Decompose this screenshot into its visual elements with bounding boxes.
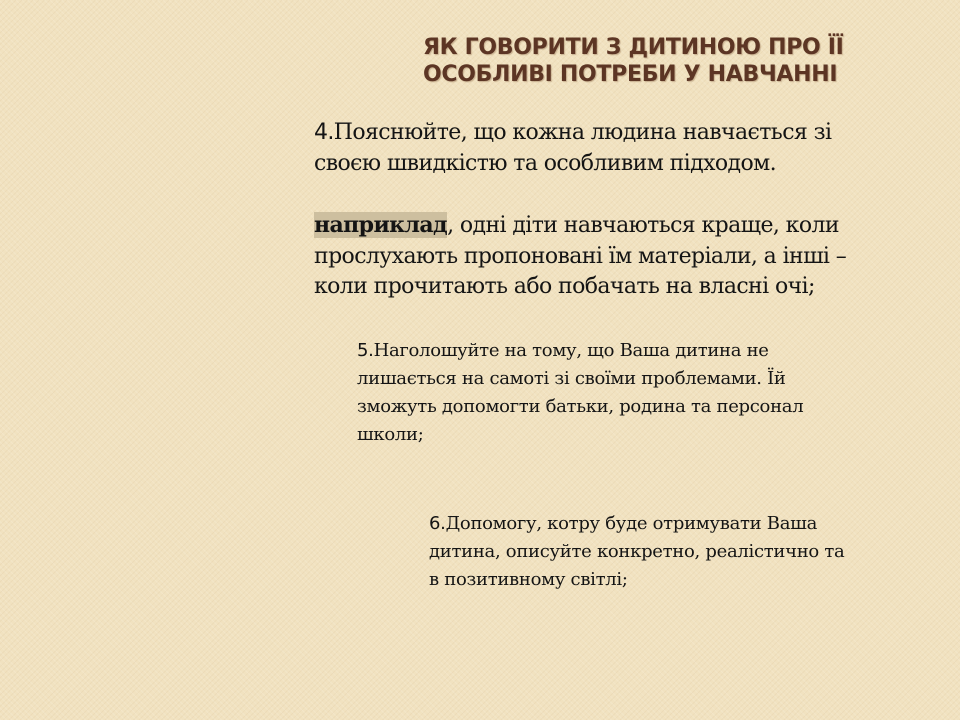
item-6-line-3: в позитивному світлі;	[429, 569, 628, 590]
item-5-block	[357, 337, 927, 449]
item-5-line-1-text: Наголошуйте на тому, що Ваша дитина не	[373, 340, 769, 361]
item-5-line-4: школи;	[357, 424, 424, 445]
item-4-spacer	[314, 179, 924, 210]
item-6-line-1	[429, 510, 939, 538]
item-6-number: 6.	[429, 513, 446, 534]
item-4-example-line-2: прослухають пропоновані їм матеріали, а інші –	[314, 243, 847, 269]
item-5-number: 5.	[357, 340, 374, 361]
item-5-line-2: лишається на самоті зі своїми проблемами. Їй	[357, 368, 786, 389]
item-4-line-1-text: Пояснюйте, що кожна людина навчається зі	[333, 120, 832, 145]
item-5-line-1	[357, 337, 927, 365]
item-6-block	[429, 510, 939, 594]
item-4-line-1	[314, 118, 924, 149]
title-line-2: ОСОБЛИВІ ПОТРЕБИ У НАВЧАННІ	[423, 62, 838, 87]
slide-title	[423, 34, 923, 88]
item-4-example-line-1-rest: , одні діти навчаються краще, коли	[447, 213, 839, 238]
item-4-example-line-3: коли прочитають або побачать на власні очі;	[314, 274, 815, 299]
item-4-line-2: своєю швидкістю та особливим підходом.	[314, 150, 777, 176]
item-5-line-3: зможуть допомогти батьки, родина та персонал	[357, 396, 804, 417]
item-6-line-1-text: Допомогу, котру буде отримувати Ваша	[445, 513, 818, 534]
example-keyword-highlight: наприклад	[314, 212, 448, 238]
item-4-block	[314, 118, 924, 303]
item-4-number: 4.	[314, 120, 334, 145]
item-4-example-line-1	[314, 210, 924, 242]
title-line-1: ЯК ГОВОРИТИ З ДИТИНОЮ ПРО ЇЇ	[423, 35, 844, 60]
item-6-line-2: дитина, описуйте конкретно, реалістично та	[429, 541, 845, 562]
